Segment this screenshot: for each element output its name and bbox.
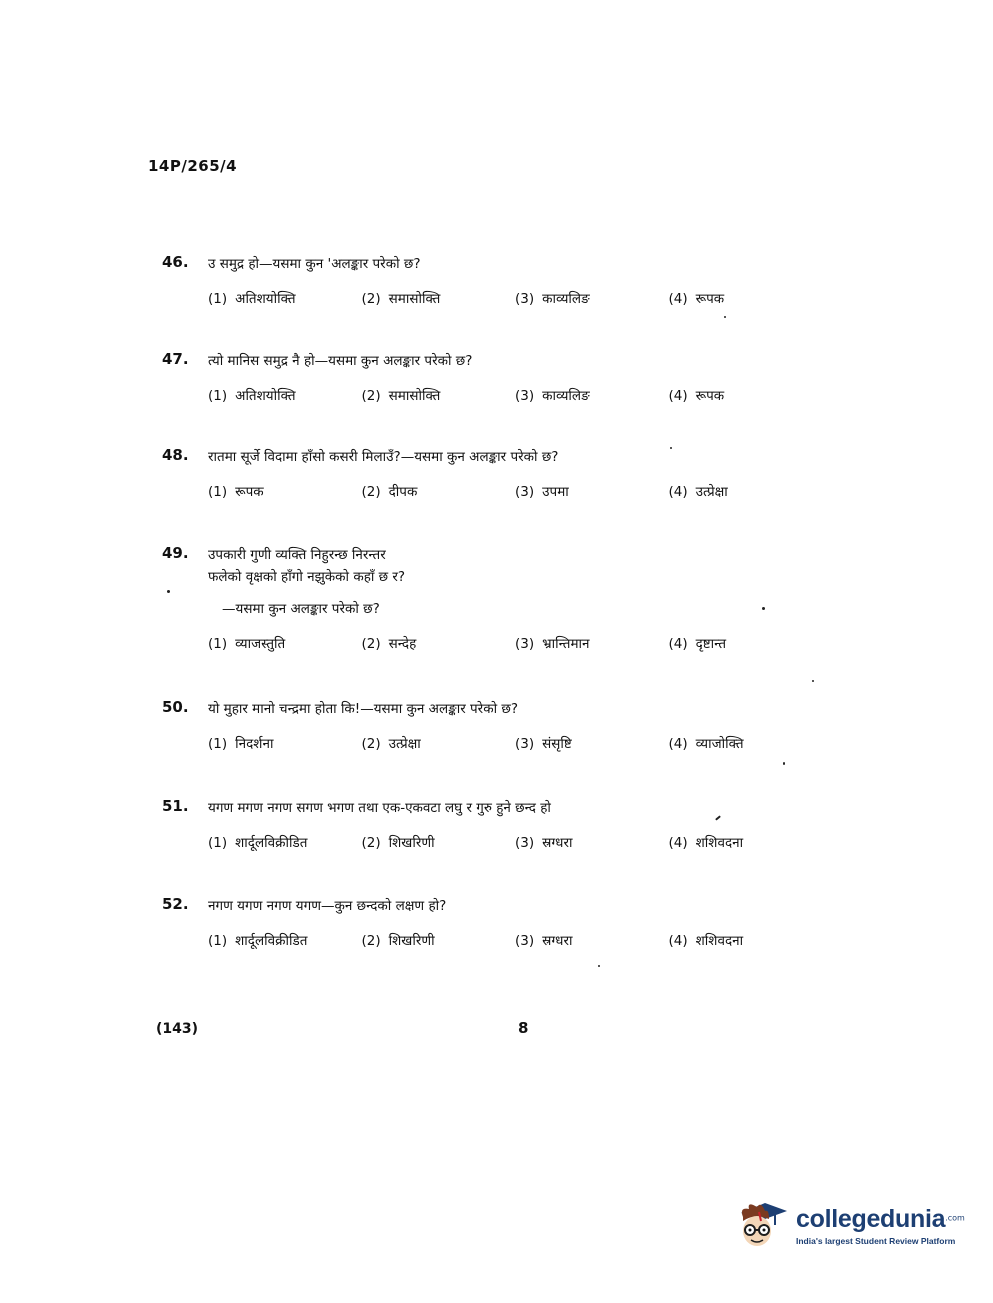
page-number: 8 [518,1019,529,1037]
scan-speck [724,316,726,318]
question-text [208,797,551,819]
question-text [208,446,558,468]
question-number: 52. [162,895,189,913]
option-number: (3) [515,835,535,851]
option-text: समासोक्ति [388,291,441,307]
option-text: स्रग्धरा [542,933,573,949]
question-48 [162,446,822,500]
option-number: (1) [208,484,228,500]
question-49 [162,544,822,652]
option-number: (4) [668,835,688,851]
option-2 [362,734,516,752]
option-1 [208,931,362,949]
option-3 [515,734,669,752]
option-1 [208,833,362,851]
question-line: उपकारी गुणी व्यक्ति निहुरन्छ निरन्तर [208,547,386,563]
question-number: 49. [162,544,189,562]
question-50 [162,698,822,752]
option-number: (4) [668,636,688,652]
mascot-icon [735,1195,790,1255]
option-text: रूपक [235,484,264,500]
option-number: (2) [361,736,381,752]
option-text: अतिशयोक्ति [235,291,296,307]
question-line: रातमा सूर्जे विदामा हाँसो कसरी मिलाउँ?—यसमा कुन अलङ्कार परेको छ? [208,449,559,465]
option-number: (2) [361,636,381,652]
option-number: (2) [361,388,381,404]
option-number: (1) [208,933,228,949]
footer-code: (143) [156,1021,199,1037]
option-number: (4) [668,291,688,307]
option-text: अतिशयोक्ति [235,388,296,404]
option-text: शिखरिणी [388,933,435,949]
option-text: शार्दूलविक्रीडित [235,835,308,851]
option-4 [669,634,823,652]
option-number: (4) [668,484,688,500]
brand-tagline: India's largest Student Review Platform [796,1235,956,1246]
options [208,734,822,752]
option-4 [669,289,823,307]
option-3 [515,931,669,949]
option-3 [515,386,669,404]
scan-speck [762,607,765,610]
option-text: समासोक्ति [388,388,441,404]
option-number: (4) [668,388,688,404]
brand-suffix: .com [945,1213,965,1223]
option-number: (3) [515,636,535,652]
option-2 [362,931,516,949]
option-number: (2) [361,933,381,949]
option-text: काव्यलिङ [542,291,590,307]
option-text: स्रग्धरा [542,835,573,851]
option-2 [362,833,516,851]
question-number: 47. [162,350,189,368]
option-2 [362,289,516,307]
scan-speck [812,680,814,682]
option-number: (4) [668,736,688,752]
paper-code: 14P/265/4 [148,157,238,175]
question-text [208,544,405,620]
option-number: (3) [515,388,535,404]
question-47 [162,350,822,404]
option-text: उत्प्रेक्षा [695,484,728,500]
option-number: (1) [208,291,228,307]
question-46 [162,253,822,307]
option-text: उत्प्रेक्षा [388,736,421,752]
option-text: शिखरिणी [388,835,435,851]
question-line: उ समुद्र हो—यसमा कुन 'अलङ्कार परेको छ? [208,256,421,272]
options [208,482,822,500]
option-number: (3) [515,291,535,307]
scan-speck [598,965,600,967]
option-4 [669,931,823,949]
question-line: यो मुहार मानो चन्द्रमा होता कि!—यसमा कुन अलङ्कार परेको छ? [208,701,518,717]
option-text: व्याजोक्ति [695,736,744,752]
option-text: शशिवदना [695,933,744,949]
option-text: शार्दूलविक्रीडित [235,933,308,949]
option-2 [362,634,516,652]
option-2 [362,386,516,404]
option-number: (1) [208,736,228,752]
option-3 [515,833,669,851]
question-prompt: —यसमा कुन अलङ्कार परेको छ? [222,601,380,617]
option-number: (3) [515,736,535,752]
option-1 [208,386,362,404]
option-2 [362,482,516,500]
question-52 [162,895,822,949]
option-text: काव्यलिङ [542,388,590,404]
question-number: 50. [162,698,189,716]
options [208,289,822,307]
option-4 [669,833,823,851]
option-text: रूपक [695,388,725,404]
brand-name [796,1205,965,1234]
option-text: रूपक [695,291,725,307]
option-1 [208,482,362,500]
question-line: नगण यगण नगण यगण—कुन छन्दको लक्षण हो? [208,898,447,914]
option-text: भ्रान्तिमान [542,636,590,652]
option-text: निदर्शना [235,736,274,752]
option-4 [669,386,823,404]
option-4 [669,482,823,500]
option-number: (3) [515,484,535,500]
question-line: फलेको वृक्षको हाँगो नझुकेको कहाँ छ र? [208,569,406,585]
option-number: (2) [361,484,381,500]
option-number: (1) [208,388,228,404]
option-text: दृष्टान्त [695,636,727,652]
question-number: 51. [162,797,189,815]
options [208,634,822,652]
option-number: (2) [361,835,381,851]
scan-speck [783,762,785,765]
option-number: (3) [515,933,535,949]
question-line: त्यो मानिस समुद्र नै हो—यसमा कुन अलङ्कार परेको छ? [208,353,473,369]
question-51 [162,797,822,851]
question-text [208,895,446,917]
option-text: शशिवदना [695,835,744,851]
option-1 [208,634,362,652]
option-number: (4) [668,933,688,949]
option-number: (2) [361,291,381,307]
scan-speck [167,590,170,593]
option-4 [669,734,823,752]
question-text [208,698,518,720]
options [208,931,822,949]
option-3 [515,289,669,307]
question-text [208,253,421,275]
watermark-logo [735,1195,965,1255]
option-text: दीपक [388,484,418,500]
question-text [208,350,472,372]
question-number: 48. [162,446,189,464]
option-1 [208,734,362,752]
question-line: यगण मगण नगण सगण भगण तथा एक-एकवटा लघु र गुरु हुने छन्द हो [208,800,551,816]
option-number: (1) [208,835,228,851]
option-text: सन्देह [388,636,417,652]
brand-text: collegedunia [796,1204,946,1233]
scan-speck [670,447,672,449]
options [208,386,822,404]
option-text: संसृष्टि [542,736,572,752]
option-1 [208,289,362,307]
option-text: व्याजस्तुति [235,636,286,652]
question-number: 46. [162,253,189,271]
option-3 [515,634,669,652]
option-text: उपमा [542,484,569,500]
option-3 [515,482,669,500]
options [208,833,822,851]
option-number: (1) [208,636,228,652]
